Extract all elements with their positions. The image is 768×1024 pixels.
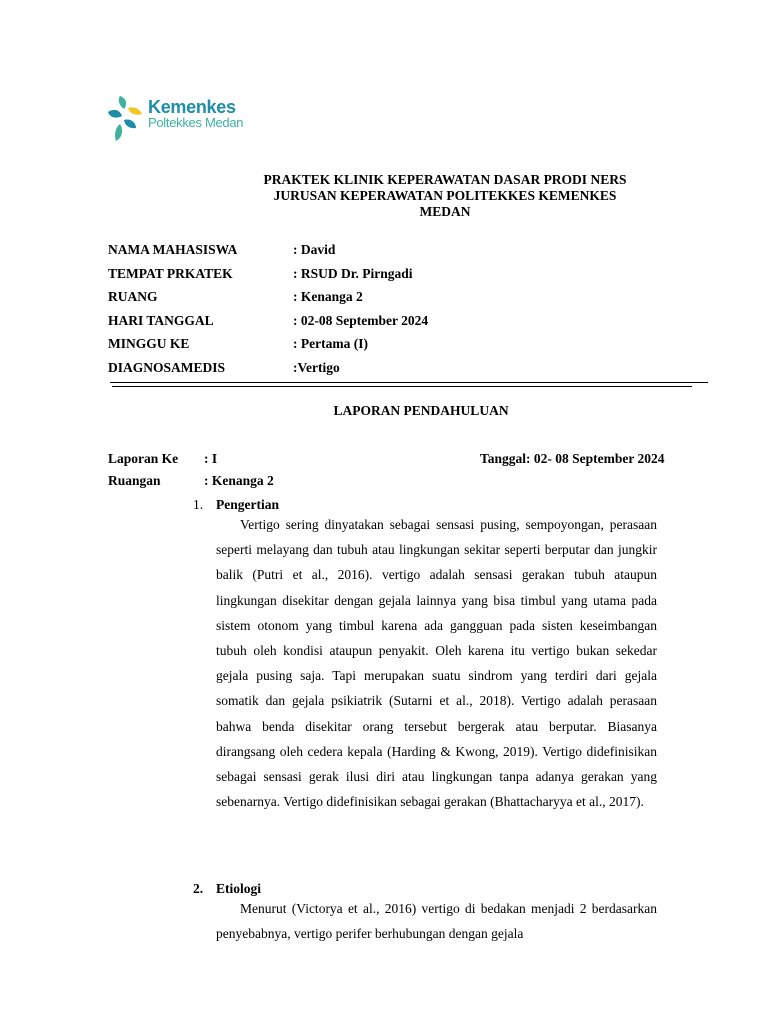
paragraph-text: Menurut (Victorya et al., 2016) vertigo di bedakan menjadi 2 berdasarkan penyebabnya, vertigo perifer berhubungan dengan gejala: [216, 901, 657, 942]
section-number: 1.: [193, 497, 204, 512]
separator-line: [110, 382, 708, 383]
ruangan-value: : Kenanga 2: [204, 473, 274, 488]
info-label: MINGGU KE: [108, 336, 190, 351]
info-label: NAMA MAHASISWA: [108, 242, 238, 257]
kemenkes-logo: [106, 94, 246, 144]
info-label: TEMPAT PRKATEK: [108, 265, 233, 281]
section-heading-pengertian: Pengertian: [216, 497, 279, 512]
header-line-2: JURUSAN KEPERAWATAN POLITEKKES KEMENKES: [273, 188, 617, 203]
section-paragraph: [216, 512, 657, 814]
info-value: : 02-08 September 2024: [293, 312, 429, 328]
header-line-3: MEDAN: [419, 204, 471, 219]
logo-subtitle: Poltekkes Medan: [148, 115, 244, 130]
info-row-name: [108, 242, 508, 266]
info-row-date: [108, 313, 508, 337]
section-paragraph: [216, 896, 657, 946]
info-row-room: [108, 289, 508, 313]
report-date: Tanggal: 02- 08 September 2024: [480, 451, 665, 466]
ruangan-label: Ruangan: [108, 473, 161, 488]
info-value: : David: [293, 242, 336, 257]
info-value: : RSUD Dr. Pirngadi: [293, 265, 413, 281]
laporan-label: Laporan Ke: [108, 451, 179, 466]
separator-line: [112, 386, 692, 387]
info-label: DIAGNOSAMEDIS: [108, 359, 226, 375]
section-number: 2.: [193, 881, 204, 896]
info-value: : Kenanga 2: [293, 289, 363, 304]
kemenkes-emblem-icon: [106, 94, 146, 144]
student-info: [108, 242, 508, 383]
info-value: :Vertigo: [293, 359, 340, 375]
info-label: HARI TANGGAL: [108, 312, 214, 328]
info-row-place: [108, 266, 508, 290]
section-heading-etiologi: Etiologi: [216, 881, 262, 896]
info-row-week: [108, 336, 508, 360]
laporan-value: : I: [204, 451, 218, 466]
info-label: RUANG: [108, 289, 158, 304]
header-line-1: PRAKTEK KLINIK KEPERAWATAN DASAR PRODI NERS: [263, 172, 627, 187]
logo-name: Kemenkes: [148, 97, 236, 117]
info-value: : Pertama (I): [293, 336, 368, 351]
paragraph-text: Vertigo sering dinyatakan sebagai sensasi pusing, sempoyongan, perasaan seperti melayang dan tubuh atau lingkungan sekitar seperti berputar dan jungkir balik (Putri et al., 2016). vertigo adalah sensasi gerakan tubuh ataupun lingkungan disekitar dengan gejala lainnya yang bisa timbul yang utama pada sistem otonom yang timbul karena ada gangguan pada sisten keseimbangan tubuh oleh kondisi ataupun penyakit. Oleh karena itu vertigo bukan sekedar gejala pusing saja. Tapi merupakan suatu sindrom yang terdiri dari gejala somatik dan gejala psikiatrik (Sutarni et al., 2018). Vertigo adalah perasaan bahwa benda disekitar orang tersebut bergerak atau berputar. Biasanya dirangsang oleh cedera kepala (Harding & Kwong, 2019). Vertigo didefinisikan sebagai sensasi gerak ilusi diri atau lingkungan tanpa adanya gerakan yang sebenarnya. Vertigo didefinisikan sebagai gerakan (Bhattacharyya et al., 2017).: [216, 517, 657, 810]
info-row-diagnosis: [108, 360, 508, 384]
report-title: LAPORAN PENDAHULUAN: [333, 403, 509, 418]
